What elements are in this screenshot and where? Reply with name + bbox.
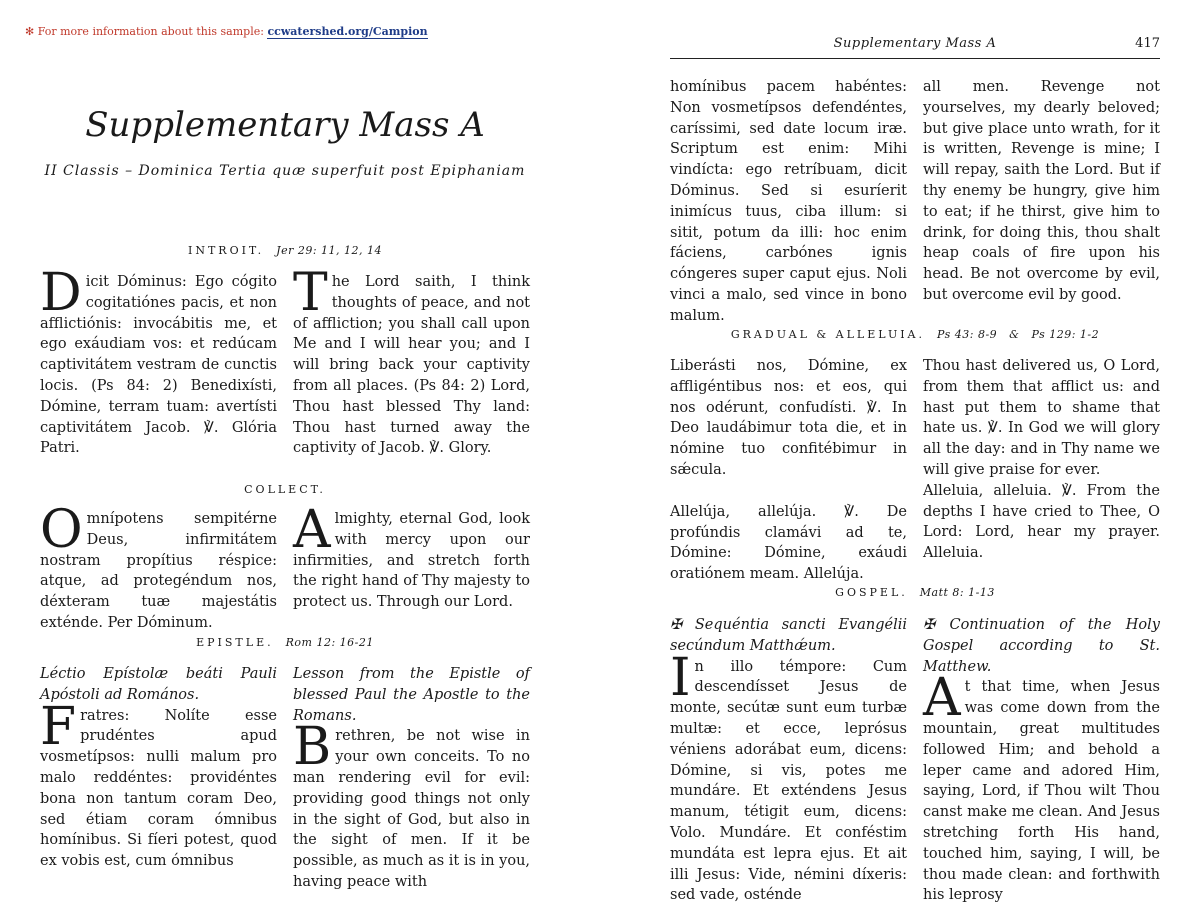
epistle-cont-latin-text: homínibus pacem habéntes: Non vosmetípsos defendéntes, caríssimi, sed date locum iræ. Scriptum est enim: Mihi vindícta: ego retríbuam, dicit Dóminus. Sed si esuríerit inimícus tuus, ciba illum: si sitit, potum da illi: hoc enim fáciens, carbónes ignis cóngeres super caput ejus. Noli vinci a malo, sed vince in bono malum. (670, 79, 907, 324)
epistle-ref: Rom 12: 16-21 (285, 636, 374, 649)
drop-cap: B (293, 717, 332, 778)
introit-heading (40, 244, 530, 257)
gradual-latin-text: Liberásti nos, Dómine, ex affligéntibus nos: et eos, qui nos odérunt, confudísti. ℣. In Deo laudábimur tota die, et in nómine tuo confitébimur in sǽcula. (670, 358, 907, 478)
gradual-heading (670, 328, 1160, 341)
epistle-label: EPISTLE. (196, 636, 274, 649)
gospel-latin-intro: ✠ Sequéntia sancti Evangélii secúndum Matthǽum. (670, 617, 907, 654)
gospel-heading (670, 586, 1160, 599)
page-number: 417 (1135, 36, 1160, 51)
running-title: Supplementary Mass A (833, 36, 997, 51)
notice-link[interactable]: ccwatershed.org/Campion (267, 25, 428, 38)
collect-english (293, 500, 530, 615)
drop-cap: A (923, 668, 961, 729)
introit-english (293, 263, 530, 462)
alleluia-latin-text: Allelúja, allelúja. ℣. De profúndis clamávi ad te, Dómine: Dómine, exáudi oratiónem meam. Allelúja. (670, 503, 907, 583)
alleluia-english-text: Alleluia, alleluia. ℣. From the depths I have cried to Thee, O Lord: Lord, hear my prayer. Alleluia. (923, 482, 1160, 562)
gospel-latin-text: n illo témpore: Cum descendísset Jesus de monte, secútæ sunt eum turbæ multæ: et ecce, leprósus véniens adorábat eum, dicens: Dómine, si vis, potes me mundáre. Et exténdens Jesus manum, tétigit eum, dicens: Volo. Mundáre. Et conféstim mundáta est lepra ejus. Et ait illi Jesus: Vide, némini díxeris: sed vade, osténde (670, 658, 907, 904)
drop-cap: T (293, 263, 328, 323)
gospel-english (923, 615, 1160, 904)
running-header (670, 36, 1160, 59)
gospel-ref: Matt 8: 1-13 (919, 586, 995, 599)
gradual-latin (670, 356, 907, 583)
gradual-ref-2: Ps 129: 1-2 (1031, 328, 1100, 341)
introit-latin (40, 263, 277, 457)
epistle-english-intro: Lesson from the Epistle of blessed Paul the Apostle to the Romans. (293, 666, 530, 724)
epistle-heading (40, 636, 530, 649)
gradual-amp: & (1009, 328, 1020, 341)
gradual-english-text: Thou hast delivered us, O Lord, from them that afflict us: and hast put them to shame that hate us. ℣. In God we will glory all the day: and in Thy name we will give praise for ever. (923, 358, 1160, 478)
gospel-label: GOSPEL. (835, 586, 908, 599)
page-title: Supplementary Mass A (85, 105, 485, 145)
collect-english-text: lmighty, eternal God, look with mercy upon our infirmities, and stretch forth the right hand of Thy majesty to protect us. Through our Lord. (293, 511, 530, 611)
gospel-english-intro: ✠ Continuation of the Holy Gospel according to St. Matthew. (923, 617, 1160, 675)
drop-cap: O (40, 500, 83, 560)
introit-ref: Jer 29: 11, 12, 14 (276, 244, 383, 257)
notice-text: ✻ For more information about this sample: (25, 25, 264, 38)
collect-latin-text: mnípotens sempitérne Deus, infirmitátem nostram propítius réspice: atque, ad protegéndum nos, déxteram tuæ majestátis exténde. Per Dóminum. (40, 511, 277, 631)
sample-notice (25, 25, 428, 38)
epistle-cont-english (923, 77, 1160, 309)
gradual-label: GRADUAL & ALLELUIA. (730, 328, 925, 341)
introit-latin-text: icit Dóminus: Ego cógito cogitatiónes pacis, et non afflictiónis: invocábitis me, et ego exáudiam vos: et redúcam captivitátem vestram de cunctis locis. (Ps 84: 2) Benedixísti, Dómine, terram tuam: avertísti captivitátem Jacob. ℣. Glória Patri. (40, 274, 277, 457)
gradual-english (923, 356, 1160, 568)
collect-heading (40, 483, 530, 496)
epistle-latin (40, 664, 277, 870)
collect-latin (40, 500, 277, 631)
introit-label: INTROIT. (187, 244, 265, 257)
gospel-latin (670, 615, 907, 904)
epistle-cont-latin (670, 77, 907, 324)
drop-cap: A (293, 500, 331, 560)
epistle-english (293, 664, 531, 890)
drop-cap: I (670, 647, 691, 708)
introit-english-text: he Lord saith, I think thoughts of peace, and not of affliction; you shall call upon Me and I will hear you; and I will bring back your captivity from all places. (Ps 84: 2) Lord, Thou hast blessed Thy land: Thou hast turned away the captivity of Jacob. ℣. Glory. (293, 274, 530, 457)
collect-label: COLLECT. (244, 483, 326, 496)
epistle-english-text: rethren, be not wise in your own conceits. To no man rendering evil for evil: providing good things not only in the sight of God, but also in the sight of men. If it be possible, as much as it is in you, having peace with (293, 728, 531, 890)
epistle-cont-english-text: all men. Revenge not yourselves, my dearly beloved; but give place unto wrath, for it is written, Revenge is mine; I will repay, saith the Lord. But if thy enemy be hungry, give him to eat; if he thirst, give him to drink, for doing this, thou shalt heap coals of fire upon his head. Be not overcome by evil, but overcome evil by good. (923, 79, 1160, 303)
epistle-latin-intro: Léctio Epístolæ beáti Pauli Apóstoli ad Romános. (40, 666, 277, 703)
drop-cap: D (40, 263, 82, 323)
epistle-latin-text: ratres: Nolíte esse prudéntes apud vosmetípsos: nulli malum pro malo reddéntes: providéntes bona non tantum coram Deo, sed étiam coram ómnibus homínibus. Si fíeri potest, quod ex vobis est, cum ómnibus (40, 707, 277, 870)
gradual-ref-1: Ps 43: 8-9 (937, 328, 998, 341)
gospel-english-text: t that time, when Jesus was come down from the mountain, great multitudes followed Him; and behold a leper came and adored Him, saying, Lord, if Thou wilt Thou canst make me clean. And Jesus stretching forth His hand, touched him, saying, I will, be thou made clean: and forthwith his leprosy (923, 679, 1160, 904)
drop-cap: F (40, 696, 77, 757)
page-subtitle: II Classis – Dominica Tertia quæ superfuit post Epiphaniam (44, 163, 526, 179)
